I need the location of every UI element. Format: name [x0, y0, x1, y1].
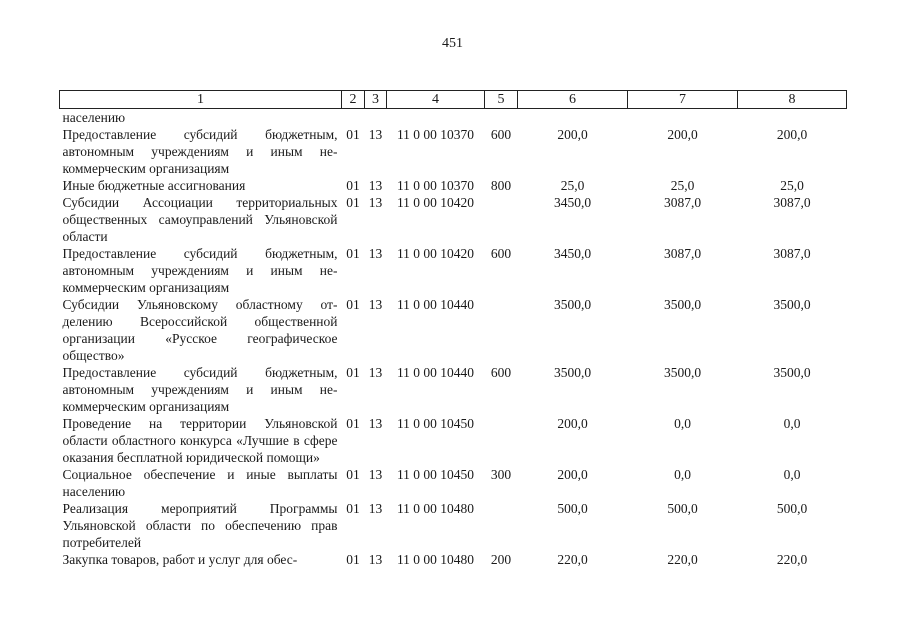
row-description: Предоставление субсидий бюджетным, автономным учреждениям и иным некоммерческим организациям [62, 127, 338, 176]
table-row [60, 500, 847, 551]
row-subsection: 13 [368, 246, 383, 261]
row-description: Субсидии Ульяновскому областному отделению Всероссийской общественной организации «Русское географическое общество» [62, 297, 338, 363]
row-amount-col8: 200,0 [776, 127, 808, 142]
row-target-code: 11 0 00 10440 [396, 365, 475, 380]
row-amount-col8: 0,0 [783, 416, 801, 431]
row-description: Предоставление субсидий бюджетным, автономным учреждениям и иным некоммерческим организациям [62, 246, 338, 295]
row-amount-col7: 500,0 [667, 501, 698, 516]
row-amount-col7: 0,0 [674, 416, 691, 431]
row-section: 01 [346, 127, 360, 142]
row-description: Иные бюджетные ассигнования [62, 178, 246, 193]
row-expense-type: 600 [490, 365, 512, 380]
row-amount-col8: 500,0 [776, 501, 808, 516]
row-target-code: 11 0 00 10480 [396, 501, 475, 516]
continuation-row [60, 109, 847, 127]
row-amount-col8: 220,0 [776, 552, 808, 567]
row-amount-col8: 3500,0 [773, 365, 811, 380]
row-amount-col7: 220,0 [667, 552, 698, 567]
row-subsection: 13 [368, 416, 383, 431]
row-amount-col7: 3500,0 [663, 365, 702, 380]
row-section: 01 [346, 365, 360, 380]
row-expense-type [485, 415, 518, 466]
row-description: Субсидии Ассоциации территориальных общественных самоуправлений Ульяновской области [62, 195, 338, 244]
row-expense-type: 600 [490, 246, 512, 261]
row-section: 01 [346, 552, 360, 567]
row-target-code: 11 0 00 10450 [396, 467, 475, 482]
row-amount-col6: 200,0 [557, 416, 588, 431]
table-row [60, 364, 847, 415]
row-subsection: 13 [368, 467, 383, 482]
row-amount-col7: 3087,0 [663, 195, 702, 210]
row-section: 01 [346, 195, 360, 210]
table-row [60, 245, 847, 296]
header-col-6: 6 [518, 91, 628, 109]
table-row [60, 177, 847, 194]
header-col-7: 7 [628, 91, 738, 109]
header-col-5: 5 [485, 91, 518, 109]
row-amount-col8: 3087,0 [773, 246, 811, 261]
row-section: 01 [346, 246, 360, 261]
row-subsection: 13 [368, 501, 383, 516]
row-amount-col6: 3500,0 [553, 297, 592, 312]
row-amount-col8: 3087,0 [773, 195, 811, 210]
table-row [60, 551, 847, 568]
row-target-code: 11 0 00 10480 [396, 552, 475, 567]
row-target-code: 11 0 00 10370 [396, 127, 475, 142]
continuation-text: населению [62, 110, 126, 125]
row-amount-col6: 500,0 [557, 501, 588, 516]
row-amount-col8: 25,0 [780, 178, 804, 193]
row-amount-col7: 3087,0 [663, 246, 702, 261]
header-row [60, 91, 847, 109]
row-expense-type: 800 [490, 178, 512, 193]
row-amount-col7: 3500,0 [663, 297, 702, 312]
row-description: Реализация мероприятий Программы Ульяновской области по обеспечению прав потребителей [62, 501, 338, 550]
row-subsection: 13 [368, 178, 383, 193]
row-section: 01 [346, 416, 360, 431]
header-col-8: 8 [738, 91, 847, 109]
row-subsection: 13 [368, 365, 383, 380]
header-col-2: 2 [342, 91, 365, 109]
row-amount-col8: 0,0 [783, 467, 801, 482]
row-amount-col6: 220,0 [557, 552, 588, 567]
row-expense-type [485, 296, 518, 364]
row-section: 01 [346, 297, 360, 312]
row-amount-col6: 3450,0 [553, 195, 592, 210]
header-col-1: 1 [60, 91, 342, 109]
row-description: Закупка товаров, работ и услуг для обес- [62, 552, 298, 567]
row-target-code: 11 0 00 10420 [396, 195, 475, 210]
row-amount-col6: 3500,0 [553, 365, 592, 380]
row-amount-col7: 0,0 [674, 467, 691, 482]
table-row [60, 194, 847, 245]
budget-table [59, 90, 847, 568]
row-expense-type: 300 [490, 467, 512, 482]
table-body [60, 109, 847, 569]
row-expense-type: 200 [490, 552, 512, 567]
row-amount-col7: 25,0 [670, 178, 695, 193]
row-amount-col6: 3450,0 [553, 246, 592, 261]
row-target-code: 11 0 00 10420 [396, 246, 475, 261]
table-row [60, 296, 847, 364]
row-amount-col6: 200,0 [557, 127, 588, 142]
table-row [60, 126, 847, 177]
header-col-4: 4 [387, 91, 485, 109]
row-subsection: 13 [368, 552, 383, 567]
row-expense-type [485, 194, 518, 245]
row-section: 01 [346, 467, 360, 482]
row-target-code: 11 0 00 10370 [396, 178, 475, 193]
row-subsection: 13 [368, 195, 383, 210]
row-amount-col8: 3500,0 [773, 297, 811, 312]
row-section: 01 [346, 501, 360, 516]
table-row [60, 415, 847, 466]
row-description: Предоставление субсидий бюджетным, автономным учреждениям и иным некоммерческим организациям [62, 365, 338, 414]
row-description: Проведение на территории Ульяновской области областного конкурса «Лучшие в сфере оказания бесплатной юридической помощи» [62, 416, 338, 465]
row-subsection: 13 [368, 127, 383, 142]
row-section: 01 [346, 178, 360, 193]
page-number: 451 [442, 36, 463, 51]
row-description: Социальное обеспечение и иные выплаты населению [62, 467, 338, 499]
row-target-code: 11 0 00 10440 [396, 297, 475, 312]
row-amount-col7: 200,0 [667, 127, 698, 142]
row-subsection: 13 [368, 297, 383, 312]
row-amount-col6: 25,0 [560, 178, 585, 193]
header-col-3: 3 [365, 91, 387, 109]
row-amount-col6: 200,0 [557, 467, 588, 482]
row-expense-type: 600 [490, 127, 512, 142]
row-expense-type [485, 500, 518, 551]
table-row [60, 466, 847, 500]
row-target-code: 11 0 00 10450 [396, 416, 475, 431]
